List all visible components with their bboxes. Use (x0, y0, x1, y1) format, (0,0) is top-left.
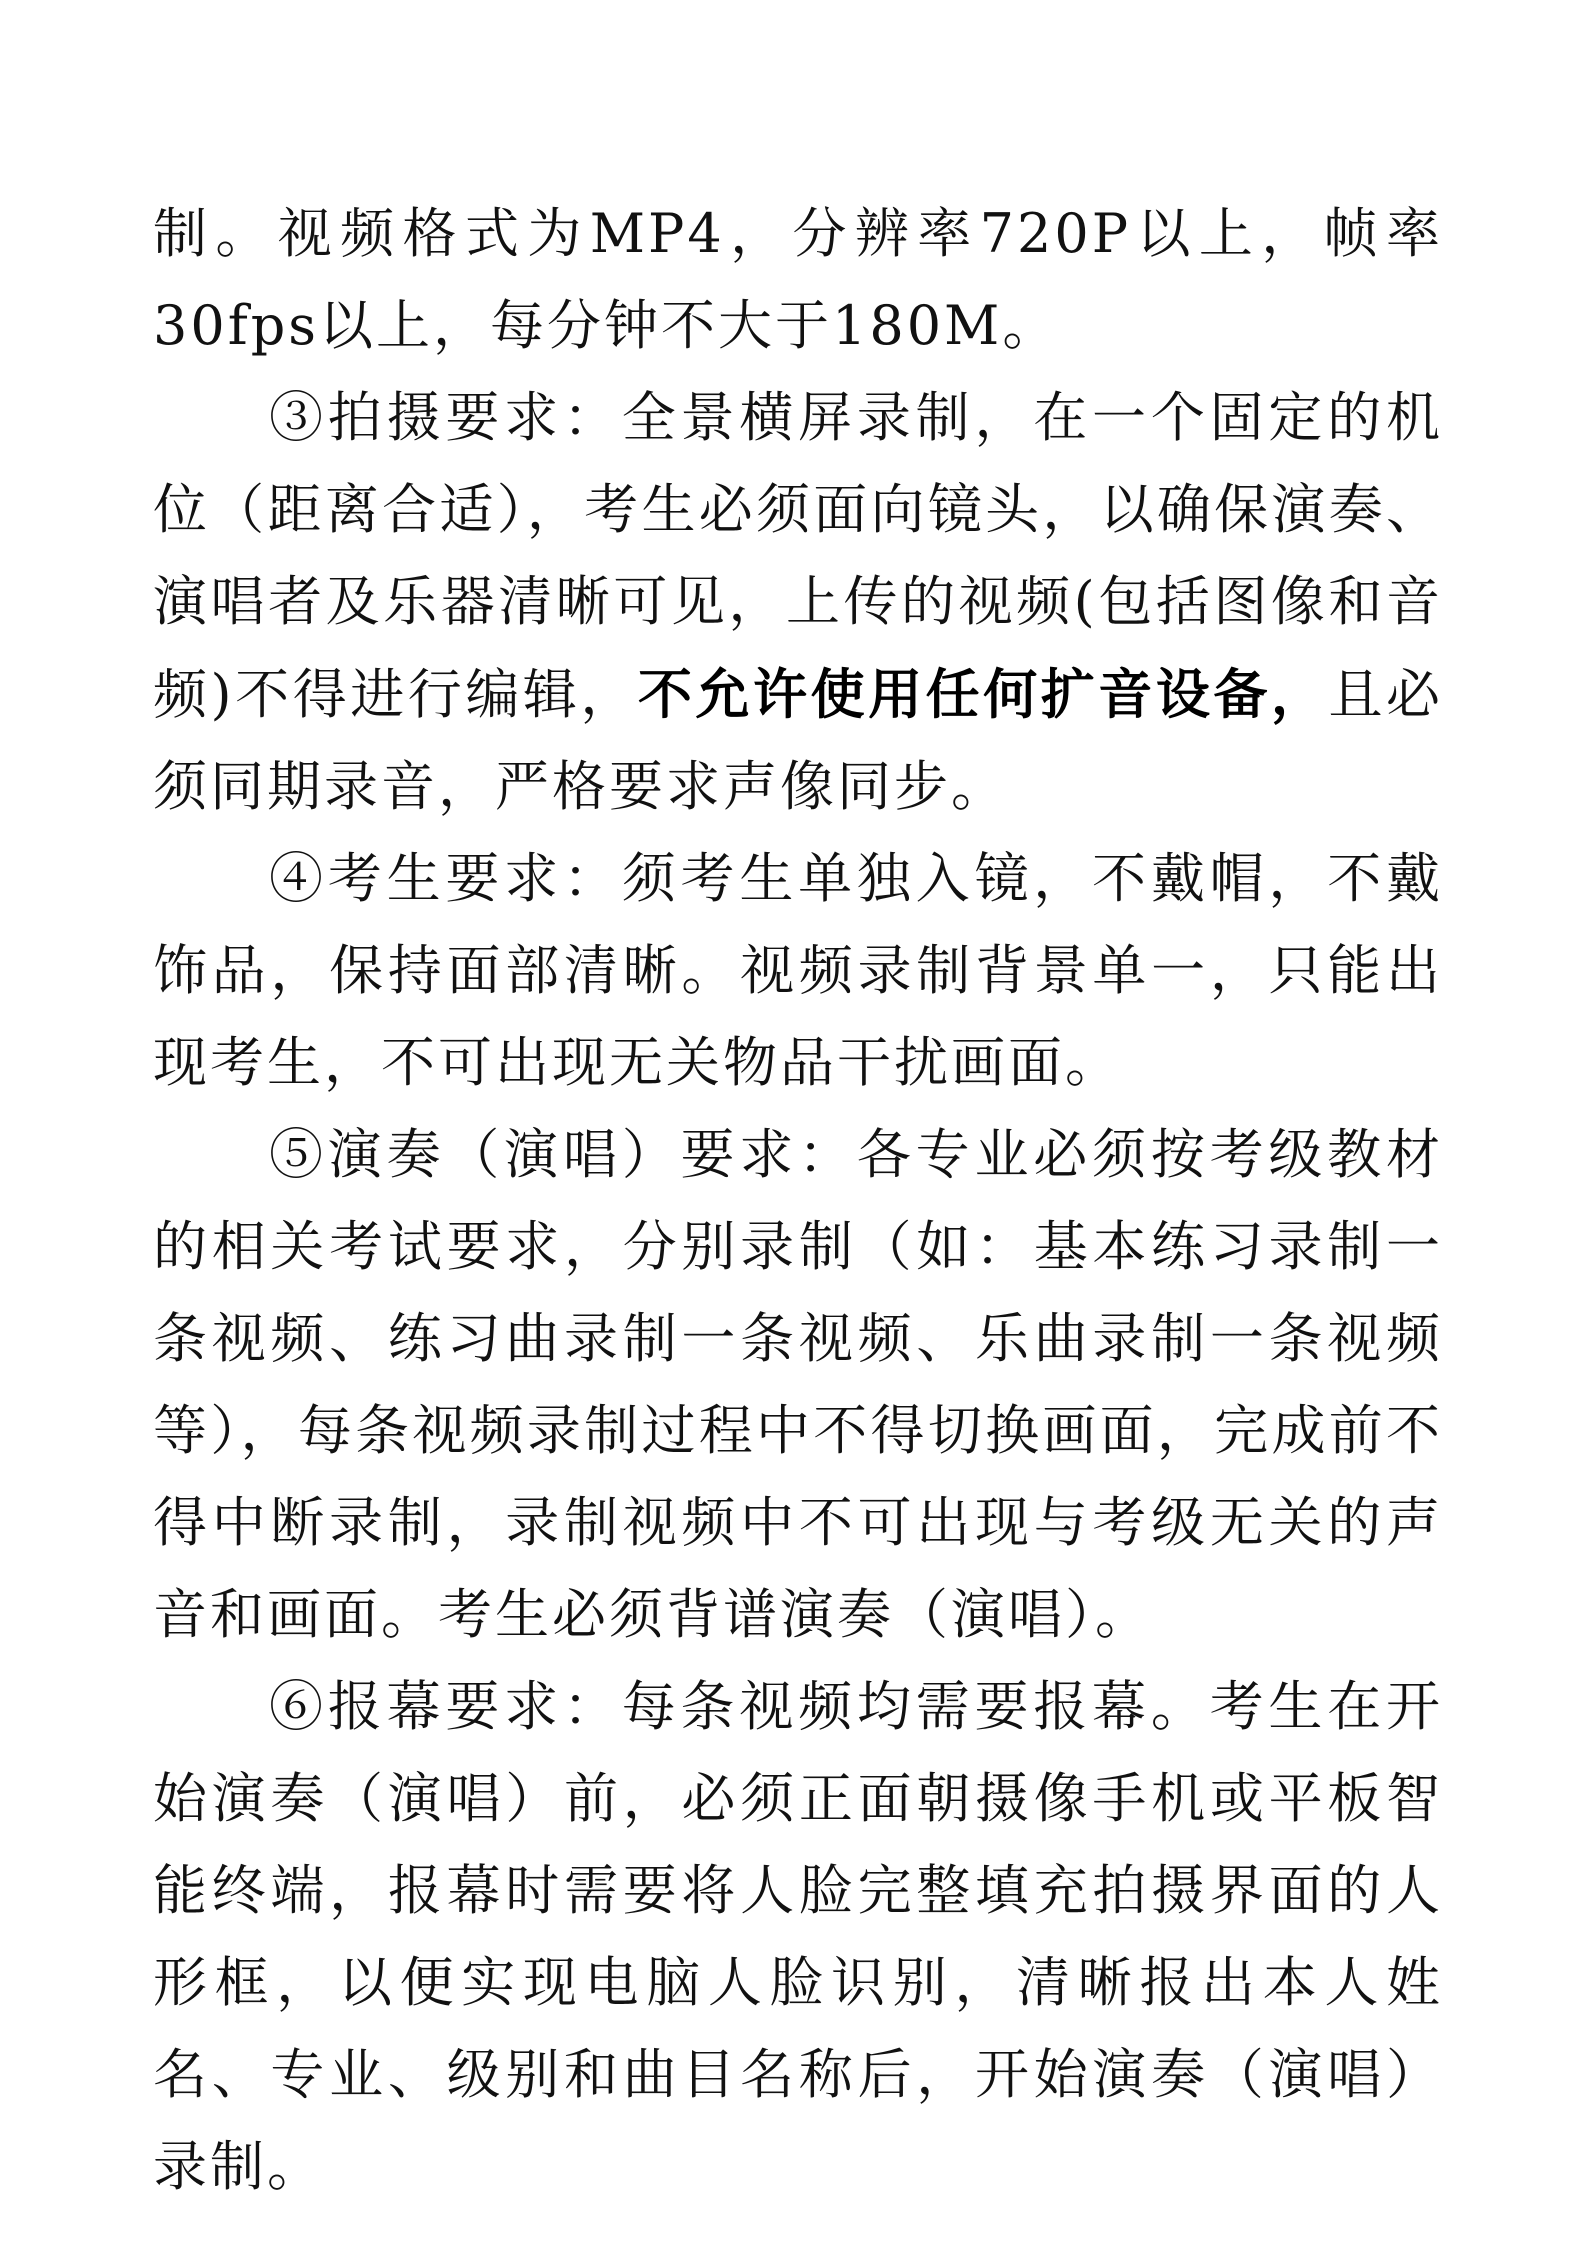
paragraph-performance-requirements (153, 1109, 1443, 1661)
emphasis-text: 不允许使用任何扩音设备， (637, 662, 1329, 726)
paragraph-shooting-requirements (153, 372, 1443, 833)
text-segment: ⑤演奏（演唱）要求：各专业必须按考级教材的相关考试要求，分别录制（如：基本练习录制一条视频、练习曲录制一条视频、乐曲录制一条视频等），每条视频录制过程中不得切换画面，完成前不得中断录制，录制视频中不可出现与考级无关的声音和画面。考生必须背谱演奏（演唱）。 (153, 1123, 1443, 1646)
paragraph-video-format (153, 188, 1443, 372)
paragraph-candidate-requirements (153, 833, 1443, 1109)
paragraph-announcement-requirements (153, 1661, 1443, 2213)
text-segment: ⑥报幕要求：每条视频均需要报幕。考生在开始演奏（演唱）前，必须正面朝摄像手机或平板智能终端，报幕时需要将人脸完整填充拍摄界面的人形框，以便实现电脑人脸识别，清晰报出本人姓名、专业、级别和曲目名称后，开始演奏（演唱）录制。 (153, 1675, 1443, 2198)
text-segment: ④考生要求：须考生单独入镜，不戴帽，不戴饰品，保持面部清晰。视频录制背景单一，只能出现考生，不可出现无关物品干扰画面。 (153, 847, 1443, 1094)
body-text (153, 188, 1443, 2213)
text-segment: 制。视频格式为MP4，分辨率720P以上，帧率30fps以上，每分钟不大于180M。 (153, 202, 1443, 357)
text-segment: 且必须同期录音，严格要求声像同步。 (153, 663, 1444, 818)
text-segment: ③拍摄要求：全景横屏录制，在一个固定的机位（距离合适），考生必须面向镜头，以确保演奏、演唱者及乐器清晰可见，上传的视频(包括图像和音频)不得进行编辑， (153, 386, 1443, 726)
